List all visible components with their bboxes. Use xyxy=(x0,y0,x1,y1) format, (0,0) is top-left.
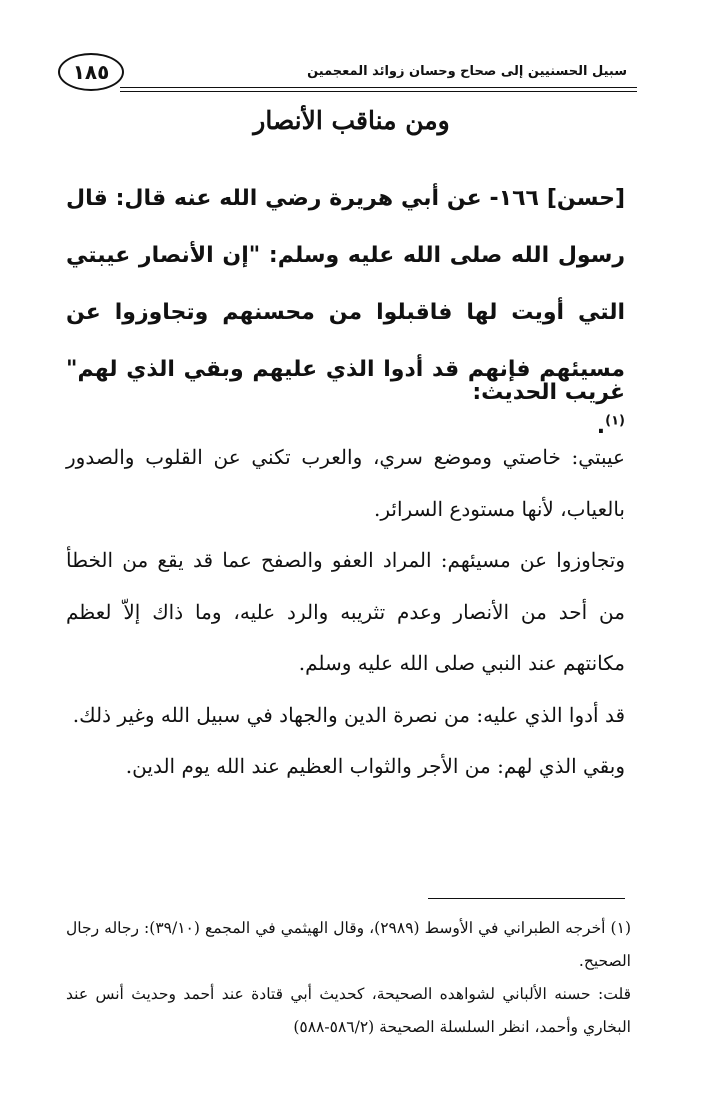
paragraph-baqiya: وبقي الذي لهم: من الأجر والثواب العظيم عند الله يوم الدين. xyxy=(125,754,625,778)
paragraph-aybati: عيبتي: خاصتي وموضع سري، والعرب تكني عن القلوب والصدور بالعياب، لأنها مستودع السرائر. xyxy=(66,445,625,521)
paragraph-addu: قد أدوا الذي عليه: من نصرة الدين والجهاد في سبيل الله وغير ذلك. xyxy=(72,702,625,727)
hadith-grade: [حسن] xyxy=(546,186,625,211)
paragraph-tajawazu: وتجاوزوا عن مسيئهم: المراد العفو والصفح عما قد يقع من الخطأ من أحد من الأنصار وعدم تثريبه والرد عليه، وما ذاك إلاّ لعظم مكانتهم عند النبي صلى الله عليه وسلم. xyxy=(66,548,625,675)
page-number: ١٨٥ xyxy=(72,60,110,84)
page-number-badge xyxy=(58,53,124,91)
gharib-heading: غريب الحديث: xyxy=(472,380,625,405)
header-rule xyxy=(120,87,637,88)
hadith-text xyxy=(66,170,625,455)
footnotes xyxy=(66,912,631,1044)
footnote-reference: (١) xyxy=(605,413,625,429)
hadith-end-mark: . xyxy=(596,414,606,439)
footnote-note: قلت: حسنه الألباني لشواهده الصحيحة، كحديث أبي قتادة عند أحمد وحديث أنس عند البخاري وأحمد، انظر السلسلة الصحيحة (٥٨٦/٢-٥٨٨) xyxy=(66,985,631,1036)
header-rule-inner xyxy=(120,91,637,92)
running-title: سبيل الحسنيين إلى صحاح وحسان زوائد المعجمين xyxy=(307,64,627,79)
hadith-body: عن أبي هريرة رضي الله عنه قال: قال رسول الله صلى الله عليه وسلم: "إن الأنصار عيبتي التي أويت لها فاقبلوا من محسنهم وتجاوزوا عن مسيئهم فإنهم قد أدوا الذي عليهم وبقي الذي لهم" xyxy=(66,186,625,382)
footnote-separator xyxy=(428,898,625,899)
hadith-number: ١٦٦- xyxy=(489,186,539,211)
section-title: ومن مناقب الأنصار xyxy=(253,106,450,135)
footnote-1: (١) أخرجه الطبراني في الأوسط (٢٩٨٩)، وقال الهيثمي في المجمع (٣٩/١٠): رجاله رجال الصحيح. xyxy=(66,919,631,970)
gharib-explanation xyxy=(66,432,625,793)
